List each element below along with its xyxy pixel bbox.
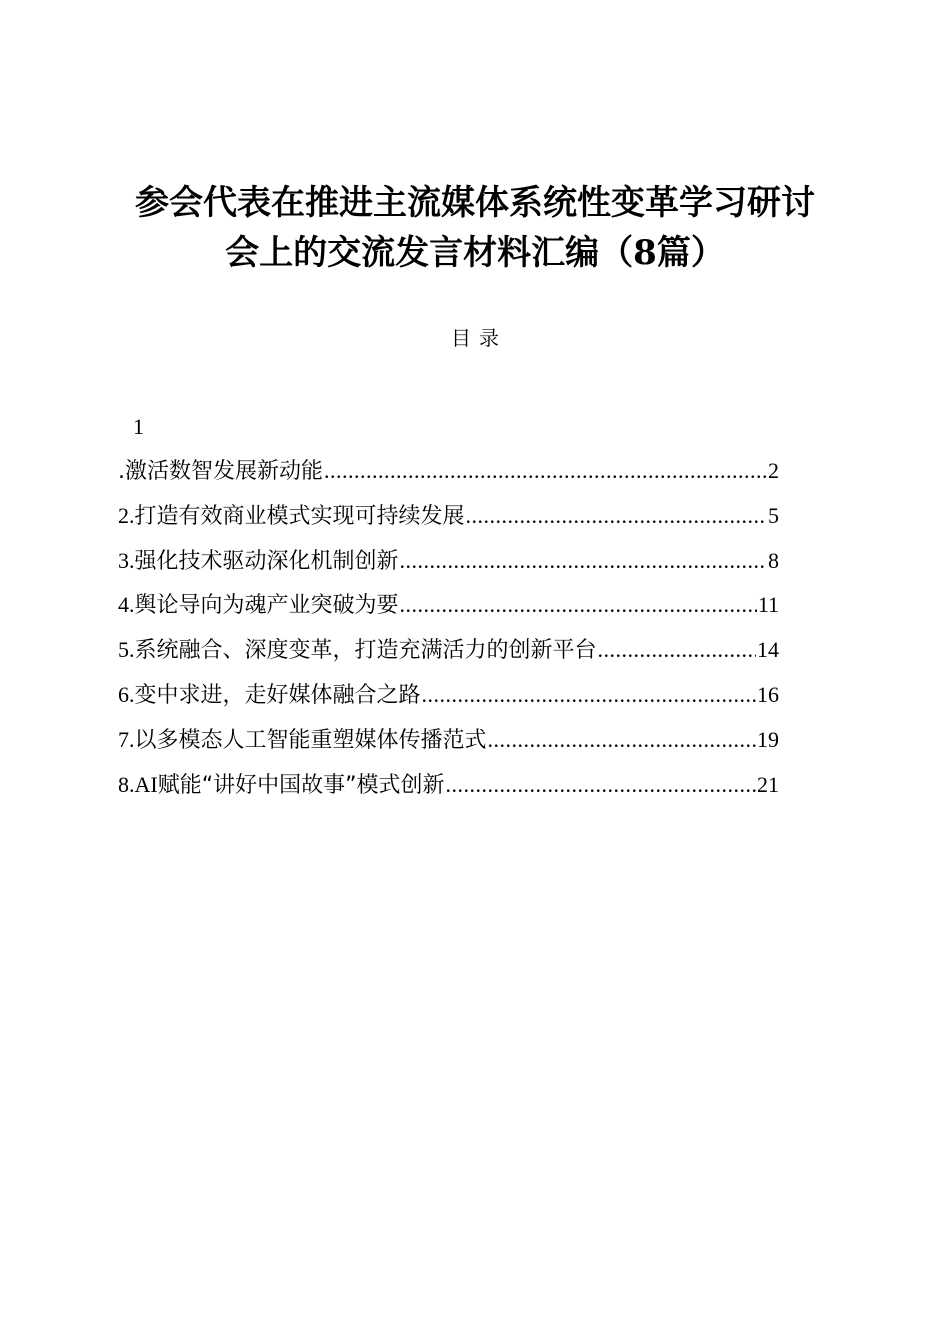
toc-item[interactable] [118,500,779,545]
document-title [100,178,850,278]
toc-item-number: 6. [118,681,135,707]
toc-dot-leader [466,500,767,532]
toc-item-title: 强化技术驱动深化机制创新 [134,548,399,574]
toc-dot-leader [422,679,756,711]
toc-item[interactable] [118,679,779,724]
toc-item-number: 5. [118,637,135,663]
toc-item-page: 14 [757,637,779,663]
toc-heading: 目录 [451,326,507,350]
toc-item-title: 打造有效商业模式实现可持续发展 [134,503,465,529]
toc-item[interactable] [118,769,779,814]
title-line-1: 参会代表在推进主流媒体系统性变革学习研讨 [135,183,815,223]
toc-item-1-number: 1 [133,414,144,439]
toc-item-title: 舆论导向为魂产业突破为要 [134,593,399,619]
title-line-2: 会上的交流发言材料汇编（8篇） [225,233,725,273]
toc-item[interactable] [118,545,779,590]
toc-item-title: 赋能“讲好中国故事”模式创新 [157,772,445,798]
toc-dot-leader [488,724,756,756]
toc-dot-leader [400,545,767,577]
toc-item-page: 5 [768,502,779,528]
toc-item-number: 7. [118,726,135,752]
toc-item-number: 3. [118,547,135,573]
toc-item-page: 2 [768,458,779,483]
toc-dot-leader [400,589,757,621]
toc-item-page: 8 [768,547,779,573]
toc-item-title: 变中求进，走好媒体融合之路 [134,682,421,708]
toc-item[interactable] [118,455,779,500]
table-of-contents [118,455,779,813]
toc-item[interactable] [118,724,779,769]
toc-item-title: 以多模态人工智能重塑媒体传播范式 [134,727,487,753]
toc-item[interactable] [118,589,779,634]
toc-item-number: 8.AI [118,771,158,797]
toc-item[interactable] [118,634,779,679]
toc-item-page: 11 [757,592,779,618]
toc-item-page: 19 [757,726,779,752]
toc-dot-leader [598,634,756,666]
toc-item-number: 4. [118,592,135,618]
toc-dot-leader [446,769,756,801]
toc-item-page: 16 [757,681,779,707]
toc-item-number: 2. [118,502,135,528]
toc-item-page: 21 [757,771,779,797]
toc-item-title: 系统融合、深度变革，打造充满活力的创新平台 [134,638,597,664]
toc-item-title: .激活数智发展新动能 [118,459,323,484]
toc-dot-leader [324,455,767,487]
